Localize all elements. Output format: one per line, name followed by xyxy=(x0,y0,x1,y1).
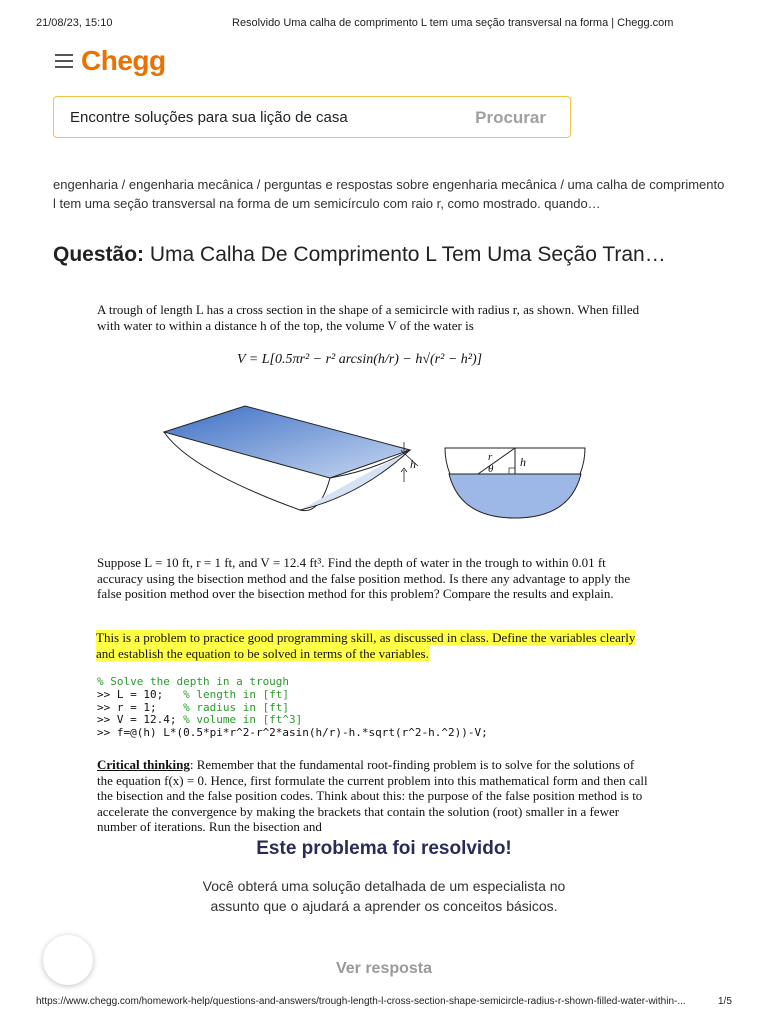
solution-description: Você obterá uma solução detalhada de um especialista no assunto que o ajudará a aprender os conceitos básicos. xyxy=(202,878,566,914)
highlighted-note xyxy=(96,630,646,662)
h-label-left: h xyxy=(410,457,416,471)
code-line-1: % Solve the depth in a trough xyxy=(97,675,290,688)
search-button[interactable]: Procurar xyxy=(475,108,546,127)
search-input[interactable]: Encontre soluções para sua lição de casa xyxy=(70,109,348,126)
question-label: Questão: xyxy=(53,243,145,266)
critical-thinking-title: Critical thinking xyxy=(97,757,190,772)
search-box[interactable] xyxy=(53,96,571,138)
problem-intro xyxy=(97,302,657,334)
critical-thinking xyxy=(97,757,652,835)
code-line-5: >> f=@(h) L*(0.5*pi*r^2-r^2*asin(h/r)-h.*sqrt(r^2-h.^2))-V; xyxy=(97,726,488,740)
highlighted-note-text: This is a problem to practice good programming skill, as discussed in class. Define the variables clearly and establish the equation to be solved in terms of the variables. xyxy=(96,630,636,661)
volume-formula: V = L[0.5πr² − r² arcsin(h/r) − h√(r² − h²)] xyxy=(237,352,483,367)
print-page-number: 1/5 xyxy=(718,996,732,1007)
critical-thinking-body: : Remember that the fundamental root-finding problem is to solve for the solutions of the equation f(x) = 0. Hence, first formulate the current problem into this mathematical form and then call the bisection and the false position codes. Think about this: the purpose of the false position method is to accelerate the convergence by making the brackets that contain the solution (root) smaller in a fewer number of iterations. Run the bisection and xyxy=(97,757,648,834)
code-line-3: >> r = 1; % radius in [ft] xyxy=(97,700,290,714)
print-header xyxy=(0,0,768,40)
print-url: https://www.chegg.com/homework-help/questions-and-answers/trough-length-l-cross-section-shape-semicircle-radius-r-shown-filled-water-within-... xyxy=(36,996,686,1007)
chegg-logo[interactable]: Chegg xyxy=(81,45,166,76)
theta-label: θ xyxy=(488,463,494,475)
code-line-2: >> L = 10; % length in [ft] xyxy=(97,687,290,701)
problem-statement: Suppose L = 10 ft, r = 1 ft, and V = 12.4 ft³. Find the depth of water in the trough to within 0.01 ft accuracy using the bisection method and the false position method. Is there any advantage to apply the false position method over the bisection method for this problem? Compare the results and explain. xyxy=(97,555,631,601)
print-datetime: 21/08/23, 15:10 xyxy=(36,17,113,29)
view-answer-button[interactable]: Ver resposta xyxy=(335,960,433,977)
hamburger-icon[interactable] xyxy=(55,54,73,68)
problem-intro-text: A trough of length L has a cross section in the shape of a semicircle with radius r, as shown. When filled with water to within a distance h of the top, the volume V of the water is xyxy=(97,302,640,333)
code-block xyxy=(97,676,488,740)
header-logo[interactable] xyxy=(55,45,166,77)
r-label: r xyxy=(488,451,493,463)
question-title xyxy=(53,243,733,267)
code-line-4: >> V = 12.4; % volume in [ft^3] xyxy=(97,713,303,727)
breadcrumb[interactable]: engenharia / engenharia mecânica / perguntas e respostas sobre engenharia mecânica / uma calha de comprimento l tem uma seção transversal na forma de um semicírculo com raio r, como mostrado. quando… xyxy=(53,177,725,211)
print-page-title: Resolvido Uma calha de comprimento L tem uma seção transversal na forma | Chegg.com xyxy=(232,17,674,29)
solution-title: Este problema foi resolvido! xyxy=(256,838,512,859)
h-label-right: h xyxy=(520,455,526,469)
cross-section-drawing xyxy=(445,448,585,518)
trough-3d-drawing xyxy=(164,406,418,511)
question-title-text: Uma Calha De Comprimento L Tem Uma Seção Tran… xyxy=(149,243,666,266)
trough-figure xyxy=(160,400,590,530)
